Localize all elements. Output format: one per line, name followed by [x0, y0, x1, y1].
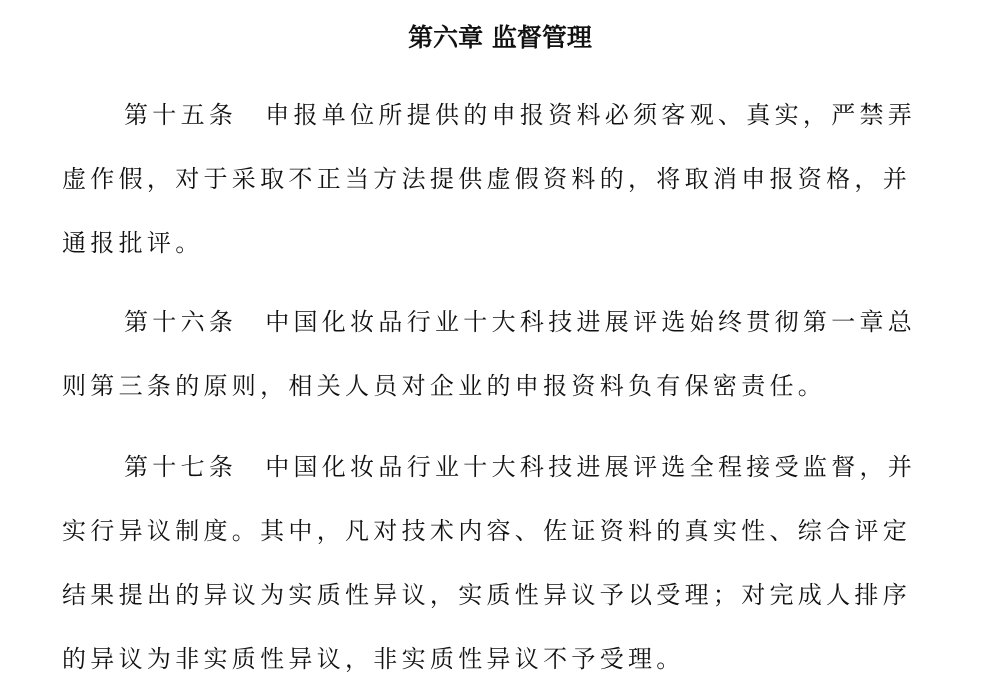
article-16: [62, 290, 938, 418]
article-17-line-1: [62, 435, 938, 499]
article-17-line-4: 的异议为非实质性异议，非实质性异议不予受理。: [62, 645, 685, 673]
article-16-line-2: 则第三条的原则，相关人员对企业的申报资料负有保密责任。: [62, 372, 827, 400]
article-17-number: 第十七条: [124, 453, 238, 481]
article-15-line-3: 通报批评。: [62, 229, 204, 257]
article-17-line-3: 结果提出的异议为实质性异议，实质性异议予以受理；对完成人排序: [62, 581, 911, 609]
chapter-title: 第六章 监督管理: [408, 23, 592, 52]
article-15: [62, 83, 938, 275]
article-17-line-2: 实行异议制度。其中，凡对技术内容、佐证资料的真实性、综合评定: [62, 517, 911, 545]
article-16-text: 中国化妆品行业十大科技进展评选始终贯彻第一章总: [265, 308, 917, 336]
article-15-number: 第十五条: [124, 101, 238, 129]
article-15-line-1: [62, 83, 938, 147]
article-15-text: 申报单位所提供的申报资料必须客观、真实，严禁弄: [265, 101, 917, 129]
article-16-number: 第十六条: [124, 308, 238, 336]
article-17-text: 中国化妆品行业十大科技进展评选全程接受监督，并: [265, 453, 917, 481]
article-17: [62, 435, 938, 691]
article-15-line-2: 虚作假，对于采取不正当方法提供虚假资料的，将取消申报资格，并: [62, 165, 911, 193]
article-16-line-1: [62, 290, 938, 354]
